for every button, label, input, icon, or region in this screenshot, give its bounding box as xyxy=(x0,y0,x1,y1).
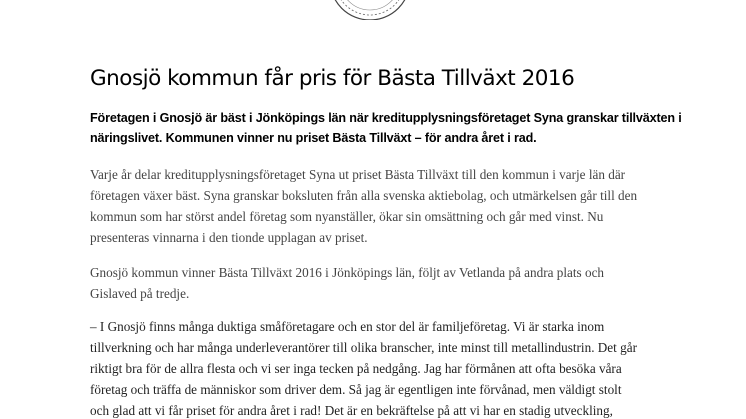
body-paragraph-1 xyxy=(90,164,730,248)
paragraph-line: företag och träffa de människor som driver dem. Så jag är egentligen inte förvånad, men väldigt stolt xyxy=(90,382,622,397)
body-paragraph-3-quote xyxy=(90,316,730,419)
lead-line: näringslivet. Kommunen vinner nu priset Bästa Tillväxt – för andra året i rad. xyxy=(90,131,537,145)
paragraph-line: Varje år delar kreditupplysningsföretaget Syna ut priset Bästa Tillväxt till den kommun i varje län där xyxy=(90,167,626,182)
paragraph-line: riktigt bra för de allra flesta och vi ser inga tecken på nedgång. Jag har förmånen att ofta besöka våra xyxy=(90,361,622,376)
paragraph-line: Gislaved på tredje. xyxy=(90,286,190,301)
award-seal-icon xyxy=(300,0,440,20)
page-title: Gnosjö kommun får pris för Bästa Tillväxt 2016 xyxy=(90,66,575,91)
paragraph-line: företagen växer bäst. Syna granskar boksluten från alla svenska aktiebolag, och utmärkelsen går till den xyxy=(90,188,638,203)
paragraph-line: – I Gnosjö finns många duktiga småföretagare och en stor del är familjeföretag. Vi är starka inom xyxy=(90,319,605,334)
paragraph-line: kommun som har störst andel företag som nyanställer, ökar sin omsättning och går med vinst. Nu xyxy=(90,209,604,224)
body-paragraph-2 xyxy=(90,262,730,304)
paragraph-line: tillverkning och har många underleverantörer till olika branscher, inte minst till metallindustrin. Det går xyxy=(90,340,637,355)
paragraph-line: Gnosjö kommun vinner Bästa Tillväxt 2016 i Jönköpings län, följt av Vetlanda på andra plats och xyxy=(90,265,605,280)
paragraph-line: presenteras vinnarna i den tionde upplagan av priset. xyxy=(90,230,368,245)
award-logo xyxy=(0,0,746,20)
paragraph-line: och glad att vi får priset för andra året i rad! Det är en bekräftelse på att vi har en stadig utveckling, xyxy=(90,403,613,418)
lead-paragraph xyxy=(90,108,740,148)
lead-line: Företagen i Gnosjö är bäst i Jönköpings län när kreditupplysningsföretaget Syna granskar tillväxten i xyxy=(90,111,682,125)
